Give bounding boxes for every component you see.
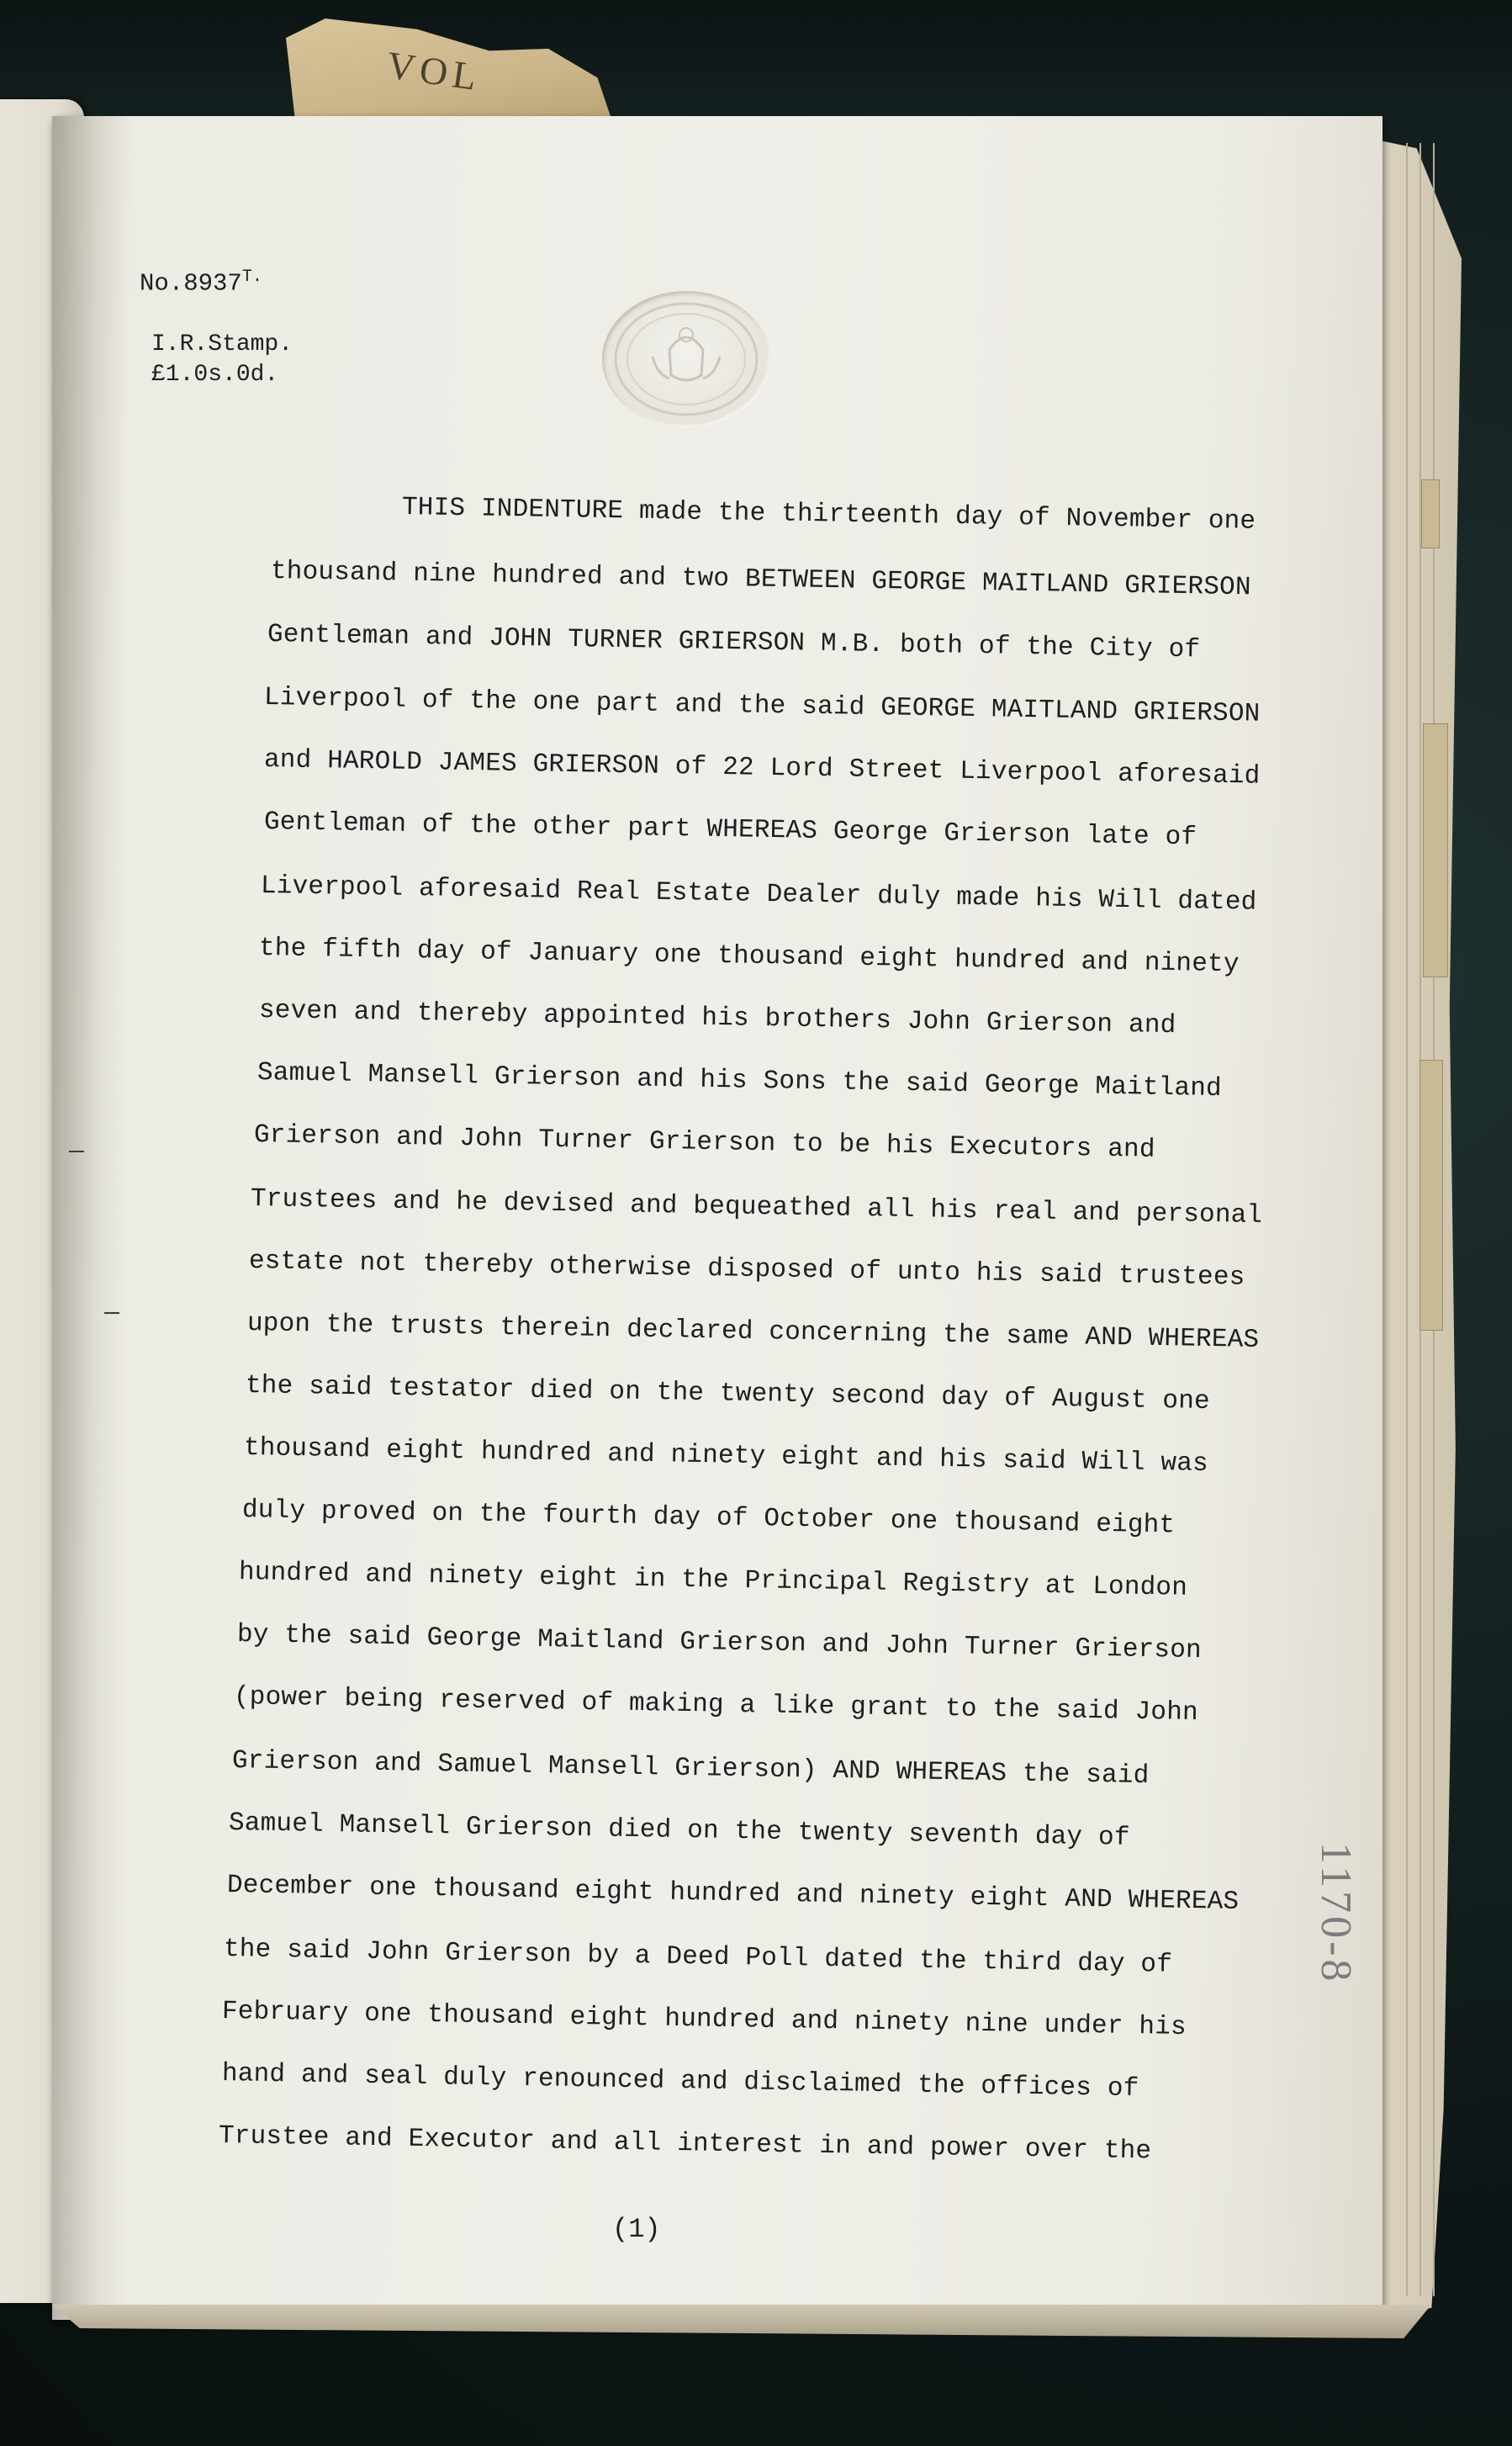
stamp-label: I.R.Stamp. <box>151 331 293 357</box>
body-line: estate not thereby otherwise disposed of unto his said trustees <box>248 1247 1245 1293</box>
tab-handwriting: VOL <box>383 43 484 99</box>
margin-mark <box>104 1312 119 1314</box>
page-edge-line <box>1406 143 1408 2296</box>
body-line: seven and thereby appointed his brothers John Grierson and <box>258 996 1176 1041</box>
page-bottom-edge <box>52 2305 1431 2338</box>
document-number: $No.8937^{T.}$ <box>140 267 262 298</box>
gutter-shadow <box>52 116 128 2320</box>
body-line: Trustees and he devised and bequeathed all his real and personal <box>250 1184 1263 1231</box>
margin-mark <box>69 1151 84 1152</box>
body-line: thousand eight hundred and ninety eight and his said Will was <box>243 1433 1209 1480</box>
body-line: and HAROLD JAMES GRIERSON of 22 Lord Street Liverpool aforesaid <box>263 745 1261 792</box>
body-line: the said testator died on the twenty second day of August one <box>245 1371 1211 1417</box>
body-line: Trustee and Executor and all interest in and power over the <box>218 2121 1152 2167</box>
body-line: thousand nine hundred and two BETWEEN GEORGE MAITLAND GRIERSON <box>270 557 1251 603</box>
body-line: December one thousand eight hundred and ninety eight AND WHEREAS <box>226 1871 1240 1917</box>
side-handwritten-annotation: 1170-8 <box>1312 1842 1360 1985</box>
body-line: Samuel Mansell Grierson and his Sons the said George Maitland <box>256 1058 1223 1104</box>
stamp-duty-note <box>151 330 293 390</box>
body-line: (power being reserved of making a like grant to the said John <box>233 1682 1199 1729</box>
body-line: Liverpool of the one part and the said GEORGE MAITLAND GRIERSON <box>263 683 1261 729</box>
index-tab <box>1423 723 1448 977</box>
body-line: upon the trusts therein declared concerning the same AND WHEREAS <box>246 1309 1260 1355</box>
body-line: by the said George Maitland Grierson and John Turner Grierson <box>236 1620 1203 1666</box>
body-line: hand and seal duly renounced and disclaimed the offices of <box>221 2059 1139 2105</box>
body-line: Liverpool aforesaid Real Estate Dealer duly made his Will dated <box>260 871 1257 918</box>
body-line: Grierson and Samuel Mansell Grierson) AND WHEREAS the said <box>231 1746 1150 1792</box>
page-number: (1) <box>612 2214 661 2245</box>
body-line: Gentleman and JOHN TURNER GRIERSON M.B. both of the City of <box>267 620 1201 665</box>
body-line: Gentleman of the other part WHEREAS George Grierson late of <box>263 807 1197 853</box>
index-tab <box>1419 1060 1443 1331</box>
index-tab <box>1421 479 1440 548</box>
body-line: duly proved on the fourth day of October one thousand eight <box>241 1496 1176 1541</box>
body-line: hundred and ninety eight in the Principal Registry at London <box>238 1558 1188 1603</box>
body-line: the said John Grierson by a Deed Poll dated the third day of <box>223 1935 1173 1980</box>
body-line: THIS INDENTURE made the thirteenth day of November one <box>401 493 1256 537</box>
document-number-suffix: T. <box>241 267 262 287</box>
body-line: the fifth day of January one thousand eight hundred and ninety <box>258 934 1240 980</box>
body-line: Grierson and John Turner Grierson to be his Executors and <box>253 1120 1155 1165</box>
body-line: Samuel Mansell Grierson died on the twenty seventh day of <box>228 1808 1130 1853</box>
book-binding <box>0 0 1512 126</box>
embossed-seal-icon <box>602 291 770 427</box>
body-line: February one thousand eight hundred and ninety nine under his <box>221 1997 1187 2043</box>
stamp-amount: £1.0s.0d. <box>151 362 279 388</box>
